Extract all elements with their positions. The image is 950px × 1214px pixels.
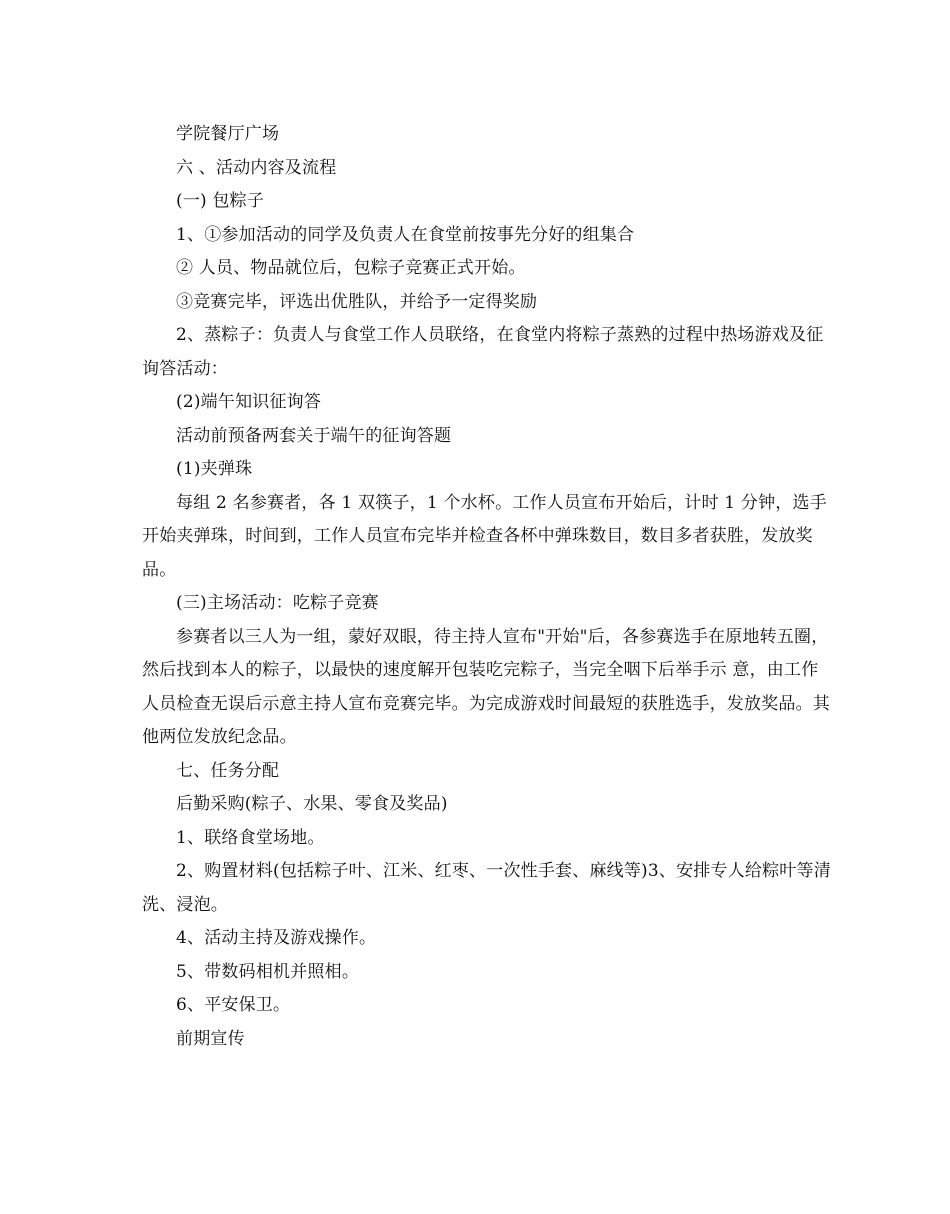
subheading-wrap-zongzi: (一) 包粽子 xyxy=(176,191,265,211)
paragraph-task-6: 6、平安保卫。 xyxy=(176,995,291,1015)
heading-activity-content: 六 、活动内容及流程 xyxy=(176,157,337,178)
paragraph-publicity: 前期宣传 xyxy=(176,1028,245,1049)
paragraph-task-1: 1、联络食堂场地。 xyxy=(176,827,325,848)
paragraph-task-4: 4、活动主持及游戏操作。 xyxy=(176,928,377,948)
paragraph-marbles-rules: 每组 2 名参赛者，各 1 双筷子，1 个水杯。工作人员宣布开始后，计时 1 分钟，选手开始夹弹珠，时间到，工作人员宣布完毕并检查各杯中弹珠数目，数目多者获胜，发放奖品。 xyxy=(142,492,827,580)
paragraph-quiz-prep: 活动前预备两套关于端午的征询答题 xyxy=(176,425,452,446)
paragraph-task-5: 5、带数码相机并照相。 xyxy=(176,961,360,982)
paragraph-main-event-rules: 参赛者以三人为一组，蒙好双眼，待主持人宣布"开始"后，各参赛选手在原地转五圈，然后找到本人的粽子，以最快的速度解开包装吃完粽子，当完全咽下后举手示 意，由工作人员检查无误后示意主持人宣布竞赛完毕。为完成游戏时间最短的获胜选手，发放奖品。其他两位发放纪念品。 xyxy=(142,626,830,747)
paragraph-step-1: 1、①参加活动的同学及负责人在食堂前按事先分好的组集合 xyxy=(176,224,635,245)
subheading-marbles: (1)夹弹珠 xyxy=(176,459,253,479)
subheading-main-event: (三)主场活动：吃粽子竞赛 xyxy=(176,593,379,613)
paragraph-step-2: ② 人员、物品就位后，包粽子竞赛正式开始。 xyxy=(176,258,526,278)
paragraph-steam-zongzi: 2、蒸粽子：负责人与食堂工作人员联络，在食堂内将粽子蒸熟的过程中热场游戏及征询答活动： xyxy=(142,325,824,379)
paragraph-task-2-3: 2、购置材料(包括粽子叶、江米、红枣、一次性手套、麻线等)3、安排专人给粽叶等清洗、浸泡。 xyxy=(142,861,831,915)
heading-task-assignment: 七、任务分配 xyxy=(176,760,280,781)
paragraph-step-3: ③竞赛完毕，评选出优胜队，并给予一定得奖励 xyxy=(176,291,538,312)
subheading-knowledge-quiz: (2)端午知识征询答 xyxy=(176,392,322,412)
paragraph-logistics: 后勤采购(粽子、水果、零食及奖品) xyxy=(176,794,448,814)
document-body xyxy=(142,118,832,1056)
paragraph-venue: 学院餐厅广场 xyxy=(176,124,280,144)
